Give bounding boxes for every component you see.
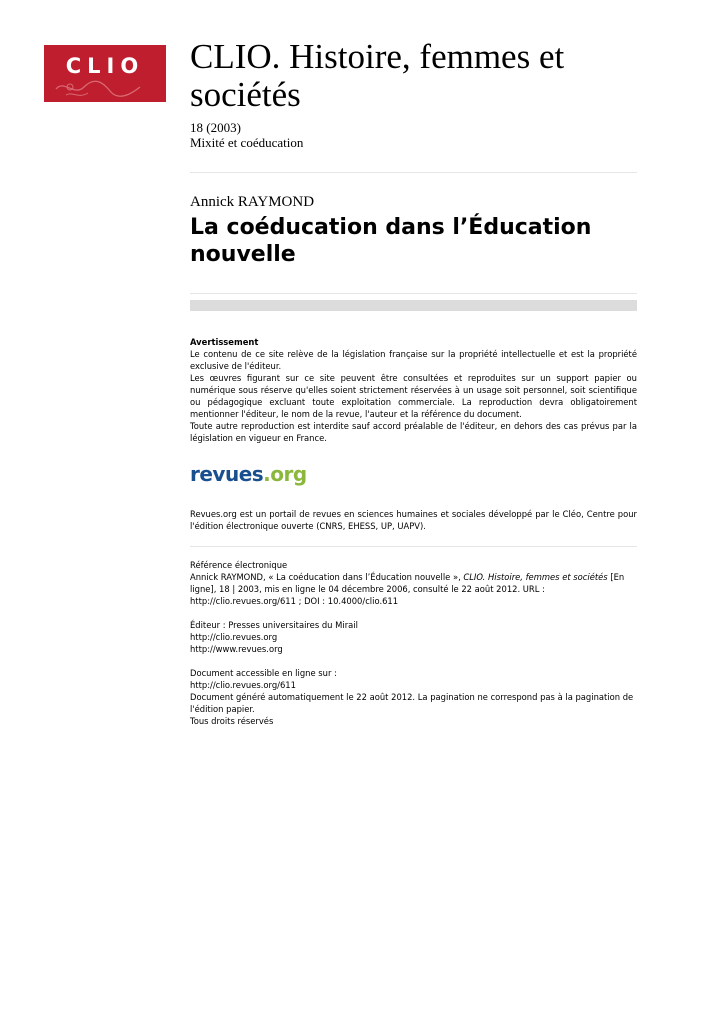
issue-number: 18 (2003)	[190, 120, 241, 135]
citation-journal: CLIO. Histoire, femmes et sociétés	[463, 572, 608, 582]
warning-paragraph-2: Les œuvres figurant sur ce site peuvent être consultées et reproduites sur un support papier ou numérique sous réserve qu'elles soient strictement réservées à un usage soit personnel, soit scientifique ou pédagogique excluant toute exploitation commerciale. La reproduction devra obligatoirement mentionner l'éditeur, le nom de la revue, l'auteur et la référence du document.	[190, 373, 637, 419]
document-url-link[interactable]: http://clio.revues.org/611	[190, 680, 296, 690]
divider	[190, 172, 637, 173]
flourish-icon	[44, 45, 166, 102]
article-title: La coéducation dans l’Éducation nouvelle	[190, 215, 592, 267]
divider	[190, 546, 637, 547]
revues-logo-part2: .org	[263, 462, 307, 486]
publisher: Éditeur : Presses universitaires du Mirail	[190, 620, 358, 630]
issue-theme: Mixité et coéducation	[190, 135, 304, 150]
electronic-reference	[190, 559, 637, 727]
journal-title: CLIO. Histoire, femmes et sociétés	[190, 37, 565, 114]
rights-note: Tous droits réservés	[190, 716, 274, 726]
grey-bar	[190, 300, 637, 311]
divider	[190, 293, 637, 294]
clio-logo	[44, 45, 166, 102]
revues-url-link[interactable]: http://www.revues.org	[190, 644, 283, 654]
article-author: Annick RAYMOND	[190, 194, 315, 210]
warning-heading: Avertissement	[190, 337, 259, 347]
revues-logo-part1: revues	[190, 462, 264, 486]
warning-paragraph-1: Le contenu de ce site relève de la législation française sur la propriété intellectuelle et est la propriété exclusive de l'éditeur.	[190, 349, 637, 371]
citation-start: Annick RAYMOND, « La coéducation dans l’Éducation nouvelle »,	[190, 572, 464, 582]
warning-paragraph-3: Toute autre reproduction est interdite sauf accord préalable de l'éditeur, en dehors des cas prévus par la législation en vigueur en France.	[190, 421, 637, 443]
issue-info	[190, 120, 303, 150]
accessible-label: Document accessible en ligne sur :	[190, 668, 337, 678]
clio-logo-text: CLIO	[65, 54, 145, 78]
generated-note: Document généré automatiquement le 22 août 2012. La pagination ne correspond pas à la pagination de l'édition papier.	[190, 692, 634, 714]
citation-end: [En ligne], 18 | 2003, mis en ligne le 04 décembre 2006, consulté le 22 août 2012. URL : http://clio.revues.org/611 ; DOI : 10.4000/clio.611	[190, 572, 625, 606]
reference-label: Référence électronique	[190, 560, 288, 570]
reference-citation	[190, 571, 637, 607]
revues-org-logo[interactable]	[190, 462, 307, 486]
portal-description: Revues.org est un portail de revues en sciences humaines et sociales développé par le Cléo, Centre pour l'édition électronique ouverte (CNRS, EHESS, UP, UAPV).	[190, 509, 637, 531]
warning-notice	[190, 336, 637, 444]
journal-url-link[interactable]: http://clio.revues.org	[190, 632, 278, 642]
